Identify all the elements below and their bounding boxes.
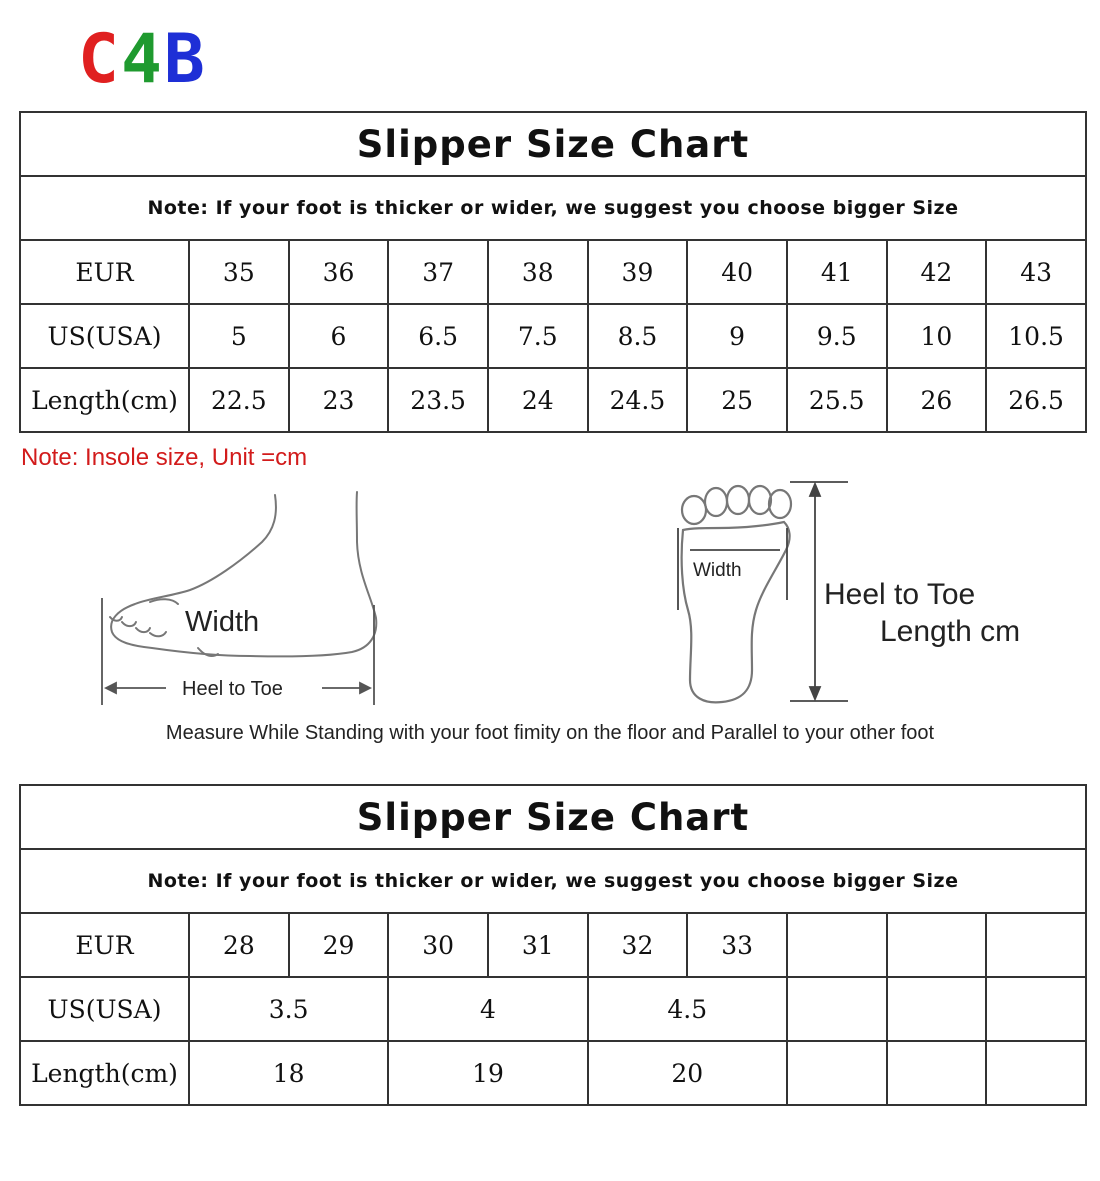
table-cell: 38 bbox=[488, 240, 588, 304]
logo-letter: 4 bbox=[120, 20, 164, 99]
empty-cell bbox=[787, 913, 887, 977]
table-cell: 36 bbox=[289, 240, 389, 304]
insole-note: Note: Insole size, Unit =cm bbox=[21, 444, 308, 471]
empty-cell bbox=[887, 913, 987, 977]
table-cell: 32 bbox=[588, 913, 688, 977]
table-cell: 42 bbox=[887, 240, 987, 304]
table-row-length bbox=[20, 1041, 1086, 1105]
table-cell: 24.5 bbox=[588, 368, 688, 432]
table-cell: 4.5 bbox=[588, 977, 787, 1041]
table-row-eur bbox=[20, 240, 1086, 304]
table-cell: 22.5 bbox=[189, 368, 289, 432]
table-cell: 6.5 bbox=[388, 304, 488, 368]
table-cell: 10 bbox=[887, 304, 987, 368]
table-cell: 19 bbox=[388, 1041, 587, 1105]
empty-cell bbox=[986, 1041, 1086, 1105]
table-cell: 31 bbox=[488, 913, 588, 977]
empty-cell bbox=[986, 913, 1086, 977]
table-cell: 23.5 bbox=[388, 368, 488, 432]
table-cell: 39 bbox=[588, 240, 688, 304]
row-label-eur: EUR bbox=[20, 913, 189, 977]
table-cell: 8.5 bbox=[588, 304, 688, 368]
row-label-eur: EUR bbox=[20, 240, 189, 304]
logo-letter: B bbox=[163, 20, 207, 99]
sole-width-label: Width bbox=[693, 560, 742, 581]
row-label-length: Length(cm) bbox=[20, 368, 189, 432]
table-cell: 9 bbox=[687, 304, 787, 368]
empty-cell bbox=[787, 1041, 887, 1105]
table-cell: 30 bbox=[388, 913, 488, 977]
empty-cell bbox=[787, 977, 887, 1041]
table-row-length bbox=[20, 368, 1086, 432]
empty-cell bbox=[887, 977, 987, 1041]
size-chart-kids bbox=[19, 784, 1087, 1106]
table-cell: 26 bbox=[887, 368, 987, 432]
table-cell: 33 bbox=[687, 913, 787, 977]
table-cell: 41 bbox=[787, 240, 887, 304]
table-cell: 4 bbox=[388, 977, 587, 1041]
sole-length-label-line1: Heel to Toe bbox=[824, 578, 976, 611]
chart-title: Slipper Size Chart bbox=[20, 112, 1086, 176]
table-cell: 37 bbox=[388, 240, 488, 304]
empty-cell bbox=[887, 1041, 987, 1105]
table-row-eur bbox=[20, 913, 1086, 977]
side-heel-to-toe-label: Heel to Toe bbox=[182, 678, 283, 700]
side-width-label: Width bbox=[185, 606, 260, 638]
table-cell: 7.5 bbox=[488, 304, 588, 368]
table-cell: 29 bbox=[289, 913, 389, 977]
table-cell: 20 bbox=[588, 1041, 787, 1105]
table-cell: 18 bbox=[189, 1041, 388, 1105]
table-cell: 6 bbox=[289, 304, 389, 368]
table-cell: 23 bbox=[289, 368, 389, 432]
table-cell: 9.5 bbox=[787, 304, 887, 368]
chart-title: Slipper Size Chart bbox=[20, 785, 1086, 849]
table-cell: 35 bbox=[189, 240, 289, 304]
logo-letter: C bbox=[78, 20, 121, 99]
measure-instruction: Measure While Standing with your foot fimity on the floor and Parallel to your other foot bbox=[165, 722, 935, 744]
chart-note: Note: If your foot is thicker or wider, we suggest you choose bigger Size bbox=[20, 849, 1086, 913]
foot-measurement-illustration bbox=[0, 470, 1100, 720]
sole-length-label-line2: Length cm bbox=[880, 615, 1021, 648]
table-cell: 25.5 bbox=[787, 368, 887, 432]
brand-logo bbox=[78, 22, 207, 98]
table-cell: 25 bbox=[687, 368, 787, 432]
chart-note: Note: If your foot is thicker or wider, we suggest you choose bigger Size bbox=[20, 176, 1086, 240]
table-cell: 28 bbox=[189, 913, 289, 977]
table-cell: 5 bbox=[189, 304, 289, 368]
table-row-us bbox=[20, 304, 1086, 368]
table-cell: 24 bbox=[488, 368, 588, 432]
empty-cell bbox=[986, 977, 1086, 1041]
table-cell: 40 bbox=[687, 240, 787, 304]
table-cell: 43 bbox=[986, 240, 1086, 304]
sole-foot-icon bbox=[682, 486, 791, 702]
table-row-us bbox=[20, 977, 1086, 1041]
table-cell: 3.5 bbox=[189, 977, 388, 1041]
row-label-us: US(USA) bbox=[20, 304, 189, 368]
table-cell: 26.5 bbox=[986, 368, 1086, 432]
table-cell: 10.5 bbox=[986, 304, 1086, 368]
size-chart-adult bbox=[19, 111, 1087, 433]
row-label-length: Length(cm) bbox=[20, 1041, 189, 1105]
row-label-us: US(USA) bbox=[20, 977, 189, 1041]
